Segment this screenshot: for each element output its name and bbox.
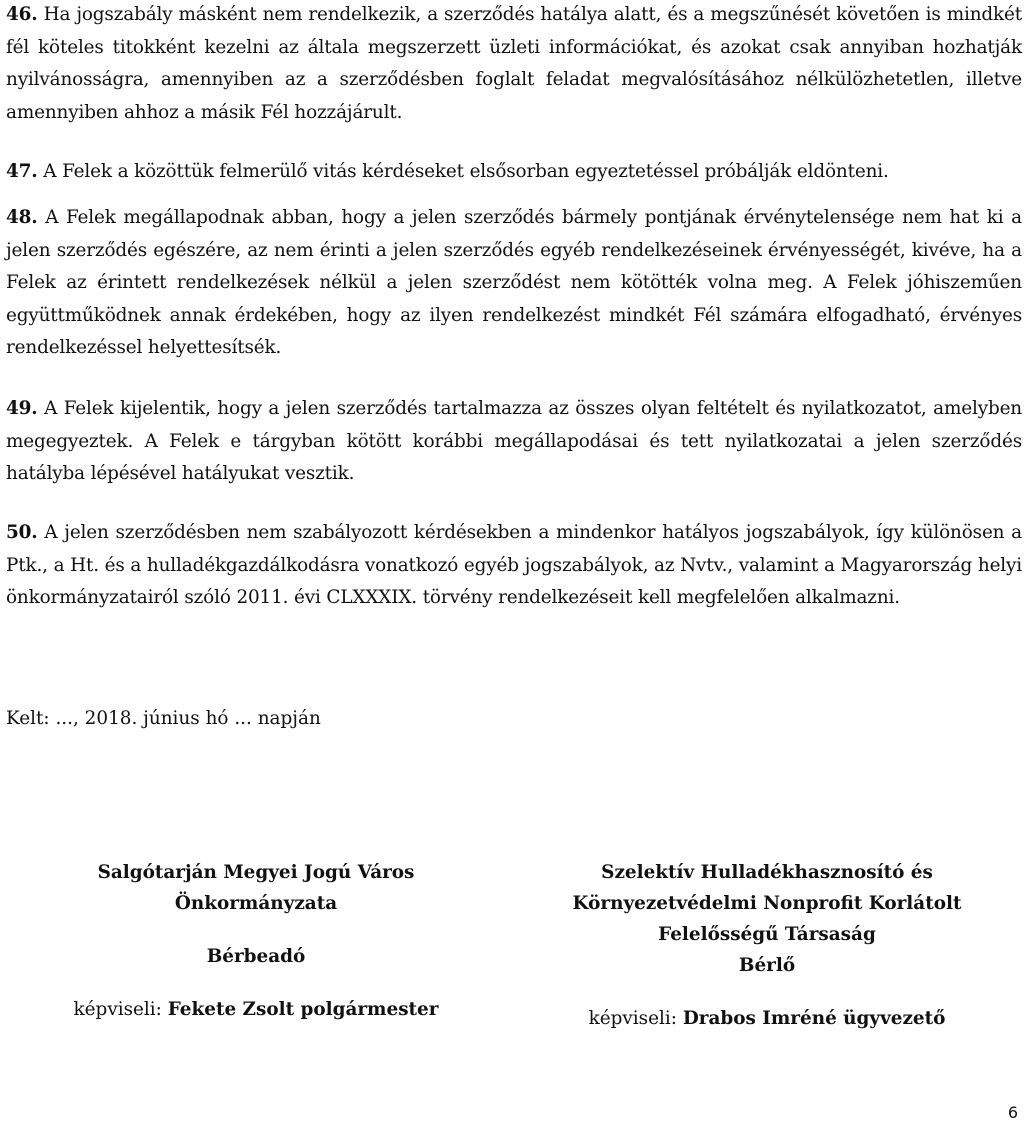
paragraph-number: 46. (6, 4, 38, 25)
signatory-org-line: Szelektív Hulladékhasznosító és (601, 862, 933, 883)
signatory-org-line: Környezetvédelmi Nonprofit Korlátolt (572, 893, 962, 914)
page-number: 6 (1007, 1103, 1018, 1122)
signatory-landlord (36, 857, 476, 1025)
paragraph-text: Ha jogszabály másként nem rendelkezik, a szerződés hatálya alatt, és a megszűnését követően is mindkét fél köteles titokként kezelni az általa megszerzett üzleti információkat, és azokat csak annyiban hozhatják nyilvánosságra, amennyiben az a szerződésben foglalt feladat megvalósításához nélkülözhetetlen, illetve amennyiben ahhoz a másik Fél hozzájárult. (6, 4, 1022, 123)
representative-prefix: képviseli: (588, 1008, 677, 1029)
paragraph-number: 47. (6, 161, 38, 182)
signatory-tenant (542, 857, 992, 1034)
paragraph-number: 50. (6, 522, 38, 543)
paragraph-48 (6, 202, 1022, 365)
paragraph-text: A jelen szerződésben nem szabályozott kérdésekben a mindenkor hatályos jogszabályok, így különösen a Ptk., a Ht. és a hulladékgazdálkodásra vonatkozó egyéb jogszabályok, az Nvtv., valamint a Magyarország helyi önkormányzatairól szóló 2011. évi CLXXXIX. törvény rendelkezéseit kell megfelelően alkalmazni. (6, 522, 1022, 608)
representative-prefix: képviseli: (73, 999, 162, 1020)
representative-name: Drabos Imréné ügyvezető (682, 1008, 946, 1029)
paragraph-47 (6, 156, 1022, 189)
dateline: Kelt: ..., 2018. június hó ... napján (6, 708, 321, 729)
paragraph-text: A Felek a közöttük felmerülő vitás kérdéseket elsősorban egyeztetéssel próbálják eldönteni. (43, 161, 889, 182)
signatory-representative (542, 1003, 992, 1034)
signatory-org-line: Salgótarján Megyei Jogú Város (97, 862, 415, 883)
paragraph-text: A Felek kijelentik, hogy a jelen szerződés tartalmazza az összes olyan feltételt és nyilatkozatot, amelyben megegyeztek. A Felek e tárgyban kötött korábbi megállapodásai és tett nyilatkozatai a jelen szerződés hatályba lépésével hatályukat vesztik. (6, 398, 1022, 484)
representative-name: Fekete Zsolt polgármester (167, 999, 439, 1020)
paragraph-number: 49. (6, 398, 38, 419)
signatory-role: Bérlő (738, 955, 796, 976)
paragraph-number: 48. (6, 207, 38, 228)
paragraph-text: A Felek megállapodnak abban, hogy a jelen szerződés bármely pontjának érvénytelensége nem hat ki a jelen szerződés egészére, az nem érinti a jelen szerződés egyéb rendelkezéseinek érvényességét, kivéve, ha a Felek az érintett rendelkezések nélkül a jelen szerződést nem kötötték volna meg. A Felek jóhiszeműen együttműködnek annak érdekében, hogy az ilyen rendelkezést mindkét Fél számára elfogadható, érvényes rendelkezéssel helyettesítsék. (6, 207, 1022, 358)
signatory-org-line: Önkormányzata (174, 893, 338, 914)
paragraph-49 (6, 393, 1022, 491)
signatory-representative (36, 994, 476, 1025)
paragraph-50 (6, 517, 1022, 615)
signatory-role: Bérbeadó (206, 946, 306, 967)
signatory-org-line: Felelősségű Társaság (658, 924, 876, 945)
paragraph-46 (6, 0, 1022, 129)
